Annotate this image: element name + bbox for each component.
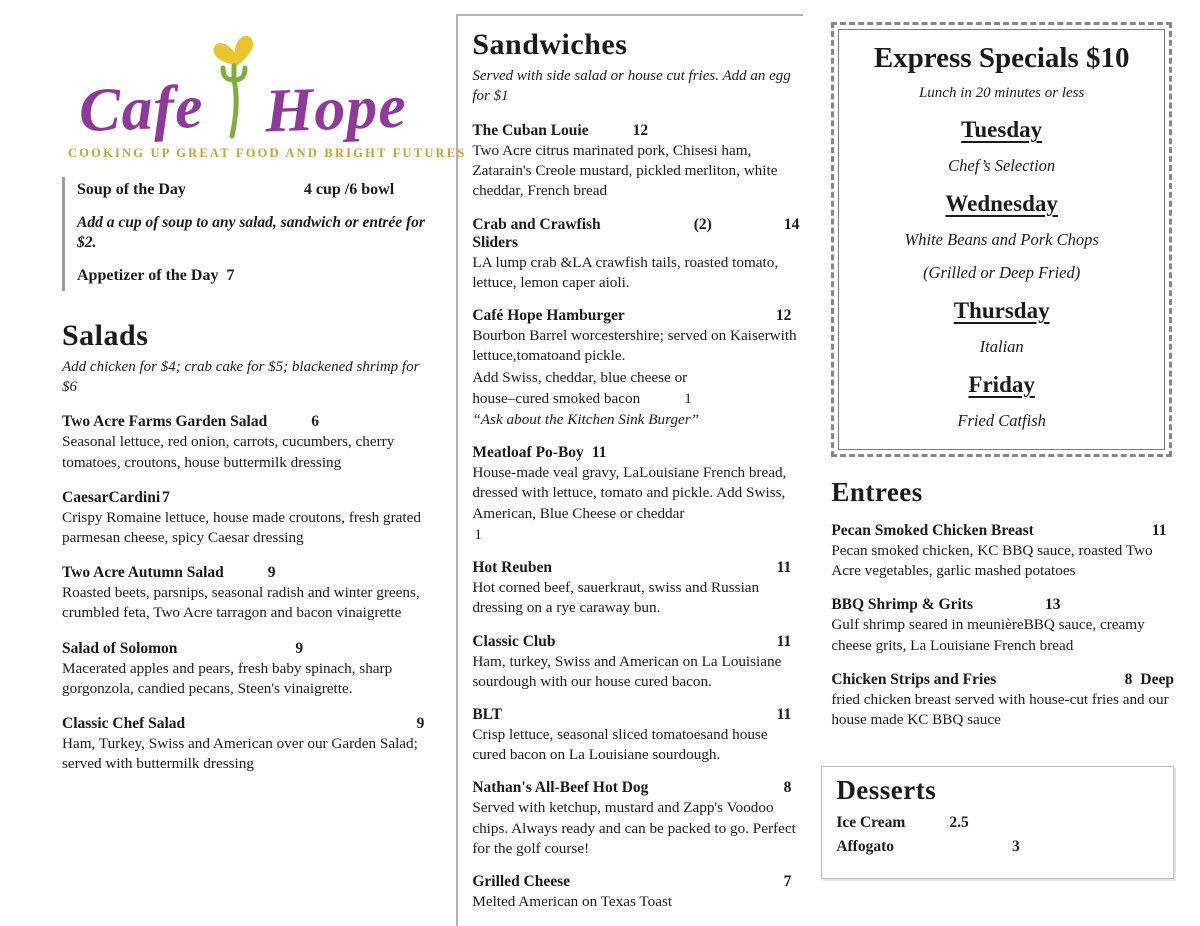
item-addon-price: 1 [474, 525, 482, 543]
express-dish: Chef’s Selection [948, 156, 1056, 175]
appetizer-price: 7 [226, 267, 235, 285]
menu-item [831, 671, 1174, 730]
cafe-hope-logo [68, 22, 467, 161]
item-price: 14 [783, 215, 800, 233]
menu-item [831, 522, 1174, 581]
item-price: 8 [783, 779, 792, 797]
salads-section [62, 319, 432, 774]
item-price: 11 [591, 444, 607, 462]
soup-price: 4 cup /6 bowl [303, 181, 395, 198]
express-specials-box [831, 22, 1172, 457]
item-title-row [472, 559, 799, 577]
desserts-section [821, 766, 1174, 879]
item-price: 11 [776, 632, 792, 650]
item-addon-label: house–cured smoked bacon [472, 389, 641, 407]
item-name: BBQ Shrimp & Grits [831, 596, 973, 614]
menu-item [472, 706, 799, 765]
menu-item [831, 596, 1174, 655]
item-title-row [472, 706, 799, 724]
item-description: Seasonal lettuce, red onion, carrots, cucumbers, cherry tomatoes, croutons, house buttermilk dressing [62, 433, 395, 471]
item-name: CaesarCardini [62, 488, 161, 506]
item-price: 7 [162, 488, 170, 506]
item-title-row [62, 640, 432, 658]
item-price: 7 [783, 873, 792, 891]
express-dish: Fried Catfish [957, 411, 1046, 430]
item-name: Affogato [836, 838, 894, 856]
item-price: 11 [776, 705, 792, 723]
item-price: 9 [295, 639, 304, 657]
item-description: Ham, turkey, Swiss and American on La Louisiane sourdough with our house cured bacon. [472, 652, 782, 690]
item-title-row [62, 564, 432, 582]
soup-note: Add a cup of soup to any salad, sandwich or entrée for $2. [77, 214, 425, 252]
item-title-row [472, 779, 799, 797]
logo-wordmark [68, 22, 418, 146]
sandwiches-items [472, 122, 799, 912]
salads-items [62, 413, 432, 774]
item-name: Classic Club [472, 632, 556, 650]
menu-item [62, 715, 432, 774]
soup-section [62, 177, 432, 291]
item-description: Crispy Romaine lettuce, house made croutons, fresh grated parmesan cheese, spicy Caesar dressing [62, 508, 421, 546]
item-price: 3 [1012, 838, 1020, 856]
item-name: Two Acre Autumn Salad [62, 564, 224, 582]
sandwiches-note: Served with side salad or house cut fries. Add an egg for $1 [472, 68, 791, 104]
item-description: Roasted beets, parsnips, seasonal radish and winter greens, crumbled feta, Two Acre tarragon and bacon vinaigrette [62, 584, 420, 622]
item-price: 12 [632, 122, 649, 139]
item-title-row [62, 489, 432, 507]
item-title-row [831, 522, 1174, 540]
soup-name: Soup of the Day [77, 181, 186, 198]
item-price: 12 [775, 307, 792, 325]
salads-heading: Salads [62, 319, 149, 353]
entrees-heading: Entrees [831, 477, 923, 507]
menu-item [62, 413, 432, 472]
item-quote: “Ask about the Kitchen Sink Burger” [472, 410, 700, 428]
item-qty: (2) [693, 215, 712, 233]
item-title-row [62, 715, 432, 733]
express-day: Wednesday [945, 191, 1058, 216]
entrees-items [831, 522, 1174, 730]
menu-item [472, 444, 799, 545]
item-name: Chicken Strips and Fries [831, 670, 997, 688]
item-description: Gulf shrimp seared in meunièreBBQ sauce, creamy cheese grits, La Louisiane French bread [831, 616, 1145, 654]
entrees-section [827, 477, 1174, 730]
item-price: 2.5 [949, 814, 969, 832]
soup-of-the-day-line [77, 181, 432, 199]
item-price: 9 [416, 715, 425, 733]
desserts-heading: Desserts [836, 775, 937, 806]
item-price: 11 [1151, 522, 1167, 539]
logo-word-hope: Hope [264, 72, 409, 146]
item-title-row [836, 814, 1159, 832]
item-name: BLT [472, 705, 502, 723]
express-title: Express Specials $10 [873, 42, 1130, 74]
express-dish: (Grilled or Deep Fried) [923, 263, 1081, 282]
menu-item [472, 779, 799, 859]
logo-word-cafe: Cafe [77, 72, 205, 146]
item-name: Café Hope Hamburger [472, 307, 625, 325]
item-name: Classic Chef Salad [62, 715, 186, 733]
item-addon [472, 389, 799, 409]
item-description: Add Swiss, cheddar, blue cheese or [472, 368, 688, 386]
right-column [827, 14, 1174, 926]
item-price: 9 [267, 564, 276, 582]
menu-item [62, 640, 432, 699]
item-description: LA lump crab &LA crawfish tails, roasted tomato, lettuce, lemon caper aioli. [472, 253, 779, 291]
heart-fork-icon [205, 22, 263, 140]
item-title-row [472, 873, 799, 891]
item-name: Pecan Smoked Chicken Breast [831, 522, 1034, 539]
menu-item [836, 838, 1159, 856]
item-name: Salad of Solomon [62, 639, 178, 657]
appetizer-line [77, 267, 432, 285]
item-name: Meatloaf Po-Boy [472, 444, 584, 462]
menu-item [472, 873, 799, 912]
item-name: The Cuban Louie [472, 122, 589, 139]
item-addon [472, 525, 799, 545]
item-title-row [472, 444, 799, 462]
fork-icon [223, 66, 245, 136]
item-description: Served with ketchup, mustard and Zapp's Voodoo chips. Always ready and can be packed to go. Perfect for the golf course! [472, 799, 796, 857]
menu-item [62, 489, 432, 548]
item-description: Melted American on Texas Toast [472, 893, 673, 911]
item-name: Nathan's All-Beef Hot Dog [472, 779, 649, 797]
sandwiches-heading: Sandwiches [472, 28, 628, 61]
menu-item [836, 814, 1159, 832]
item-description: Ham, Turkey, Swiss and American over our Garden Salad; served with buttermilk dressing [62, 735, 418, 773]
item-name: Hot Reuben [472, 559, 552, 577]
item-name: Grilled Cheese [472, 873, 571, 891]
item-description: Bourbon Barrel worcestershire; served on Kaiserwith lettuce,tomatoand pickle. [472, 327, 797, 365]
menu-item [472, 633, 799, 692]
menu-item [472, 216, 799, 293]
sandwiches-section [456, 14, 803, 926]
logo-tagline: COOKING UP GREAT FOOD AND BRIGHT FUTURES [68, 146, 467, 160]
item-title-row [472, 307, 799, 325]
menu-item [62, 564, 432, 623]
express-day: Tuesday [961, 117, 1043, 142]
express-dish: Italian [979, 337, 1024, 356]
item-description: Hot corned beef, sauerkraut, swiss and Russian dressing on a rye caraway bun. [472, 579, 760, 617]
desserts-items [836, 814, 1159, 856]
item-description: Two Acre citrus marinated pork, Chisesi ham, Zatarain's Creole mustard, pickled merliton, white cheddar, French bread [472, 142, 778, 200]
left-column [62, 14, 467, 926]
item-name: Two Acre Farms Garden Salad [62, 413, 268, 431]
item-description: fried chicken breast served with house-cut fries and our house made KC BBQ sauce [831, 690, 1169, 729]
appetizer-name: Appetizer of the Day [77, 267, 219, 285]
item-title-row [472, 122, 799, 140]
item-description: Macerated apples and pears, fresh baby spinach, sharp gorgonzola, candied pecans, Steen's vinaigrette. [62, 659, 393, 697]
item-description: House-made veal gravy, LaLouisiane French bread, dressed with lettuce, tomato and pickle. Add Swiss, American, Blue Cheese or cheddar [472, 464, 787, 522]
menu-item [472, 122, 799, 202]
item-price: 6 [311, 413, 319, 431]
express-subtitle: Lunch in 20 minutes or less [918, 85, 1085, 101]
item-name: Ice Cream [836, 814, 906, 832]
item-title-row [472, 216, 799, 252]
item-description: Pecan smoked chicken, KC BBQ sauce, roasted Two Acre vegetables, garlic mashed potatoes [831, 542, 1153, 580]
item-name: Crab and Crawfish Sliders [472, 215, 601, 251]
item-description: Crisp lettuce, seasonal sliced tomatoesand house cured bacon on La Louisiane sourdough. [472, 725, 768, 764]
express-specials-inner [838, 29, 1165, 450]
item-title-row [472, 633, 799, 651]
express-dish: White Beans and Pork Chops [904, 230, 1099, 249]
item-price: 8 [1124, 670, 1133, 688]
item-price-suffix: Deep [1140, 670, 1174, 688]
salads-note: Add chicken for $4; crab cake for $5; blackened shrimp for $6 [62, 359, 420, 395]
express-day: Friday [968, 372, 1035, 397]
item-title-row [831, 596, 1174, 614]
item-price: 13 [1044, 596, 1061, 614]
item-price: 11 [776, 559, 792, 577]
item-title-row [836, 838, 1159, 856]
item-title-row [62, 413, 432, 431]
express-day: Thursday [953, 298, 1050, 323]
menu-item [472, 559, 799, 618]
menu-item [472, 307, 799, 430]
item-title-row [831, 671, 1174, 689]
express-days [847, 117, 1156, 431]
item-addon-price: 1 [684, 389, 692, 407]
